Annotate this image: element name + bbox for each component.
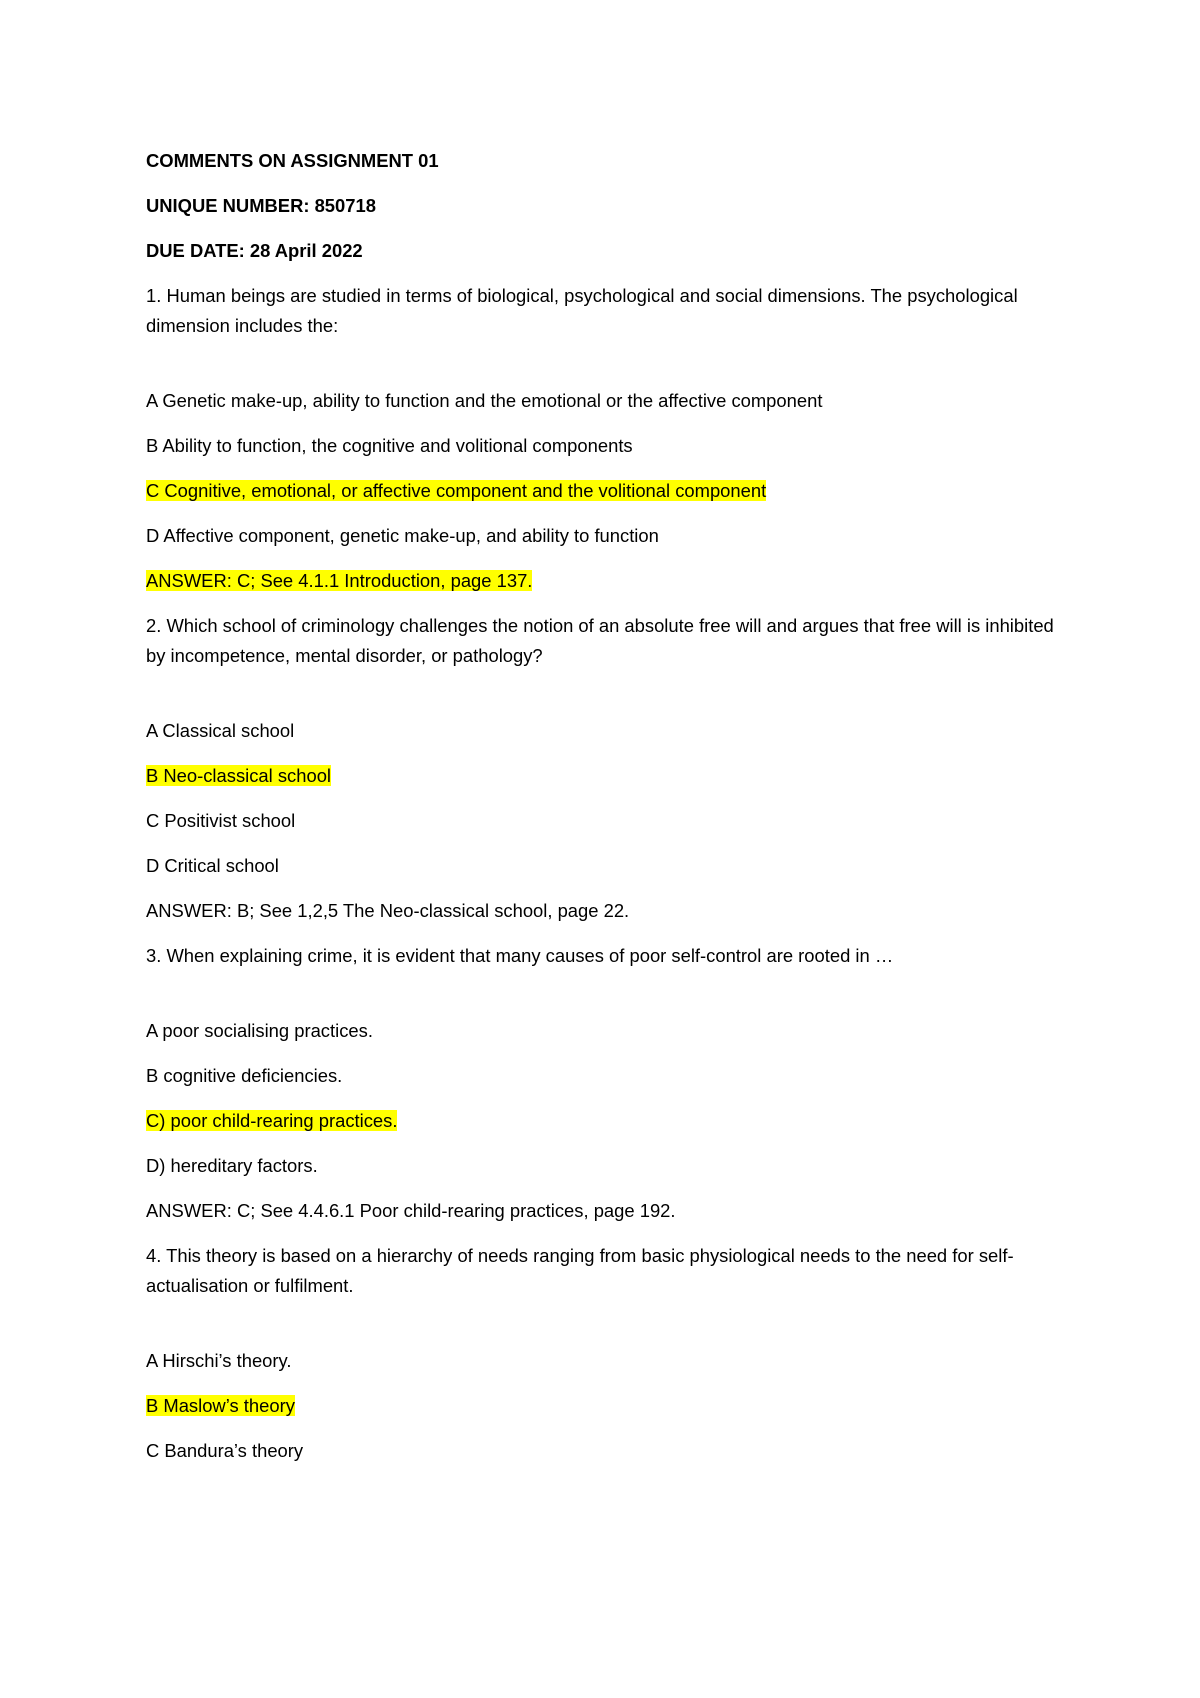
option-label: A Classical school <box>146 720 295 741</box>
unique-number: UNIQUE NUMBER: 850718 <box>146 195 376 216</box>
option-a <box>146 1346 1066 1376</box>
document-body <box>146 146 1066 1481</box>
answer-text-highlighted: ANSWER: C; See 4.1.1 Introduction, page 137. <box>146 570 533 591</box>
option-b <box>146 1391 1066 1421</box>
answer-line <box>146 896 1066 926</box>
option-label: D Critical school <box>146 855 279 876</box>
option-a <box>146 386 1066 416</box>
option-a <box>146 716 1066 746</box>
option-label-highlighted: B Maslow’s theory <box>146 1395 295 1416</box>
spacer <box>146 1316 1066 1346</box>
option-label-highlighted: C) poor child-rearing practices. <box>146 1110 398 1131</box>
spacer <box>146 356 1066 386</box>
option-label: D) hereditary factors. <box>146 1155 318 1176</box>
option-c <box>146 1436 1066 1466</box>
option-a <box>146 1016 1066 1046</box>
option-label: C Positivist school <box>146 810 296 831</box>
question-text: 3. When explaining crime, it is evident that many causes of poor self-control are rooted in … <box>146 945 894 966</box>
answer-text: ANSWER: B; See 1,2,5 The Neo-classical school, page 22. <box>146 900 630 921</box>
option-label: B Ability to function, the cognitive and volitional components <box>146 435 633 456</box>
answer-line <box>146 566 1066 596</box>
question-block <box>146 941 1066 1226</box>
option-label-highlighted: C Cognitive, emotional, or affective component and the volitional component <box>146 480 767 501</box>
option-label: A Genetic make-up, ability to function and the emotional or the affective component <box>146 390 823 411</box>
option-d <box>146 851 1066 881</box>
question-text: 4. This theory is based on a hierarchy of needs ranging from basic physiological needs to the need for self-actualisation or fulfilment. <box>146 1245 1014 1296</box>
option-label-highlighted: B Neo-classical school <box>146 765 332 786</box>
option-label: B cognitive deficiencies. <box>146 1065 343 1086</box>
option-d <box>146 521 1066 551</box>
option-c <box>146 806 1066 836</box>
due-date: DUE DATE: 28 April 2022 <box>146 240 363 261</box>
question-text: 1. Human beings are studied in terms of biological, psychological and social dimensions. The psychological dimension includes the: <box>146 285 1018 336</box>
spacer <box>146 686 1066 716</box>
document-title: COMMENTS ON ASSIGNMENT 01 <box>146 150 439 171</box>
question-block <box>146 1241 1066 1466</box>
option-b <box>146 1061 1066 1091</box>
option-b <box>146 761 1066 791</box>
question-block <box>146 281 1066 596</box>
option-label: D Affective component, genetic make-up, and ability to function <box>146 525 659 546</box>
option-label: A poor socialising practices. <box>146 1020 373 1041</box>
option-d <box>146 1151 1066 1181</box>
option-b <box>146 431 1066 461</box>
option-c <box>146 1106 1066 1136</box>
spacer <box>146 986 1066 1016</box>
answer-line <box>146 1196 1066 1226</box>
option-label: A Hirschi’s theory. <box>146 1350 292 1371</box>
option-c <box>146 476 1066 506</box>
question-text: 2. Which school of criminology challenges the notion of an absolute free will and argues that free will is inhibited by incompetence, mental disorder, or pathology? <box>146 615 1054 666</box>
option-label: C Bandura’s theory <box>146 1440 304 1461</box>
answer-text: ANSWER: C; See 4.4.6.1 Poor child-rearing practices, page 192. <box>146 1200 676 1221</box>
question-block <box>146 611 1066 926</box>
